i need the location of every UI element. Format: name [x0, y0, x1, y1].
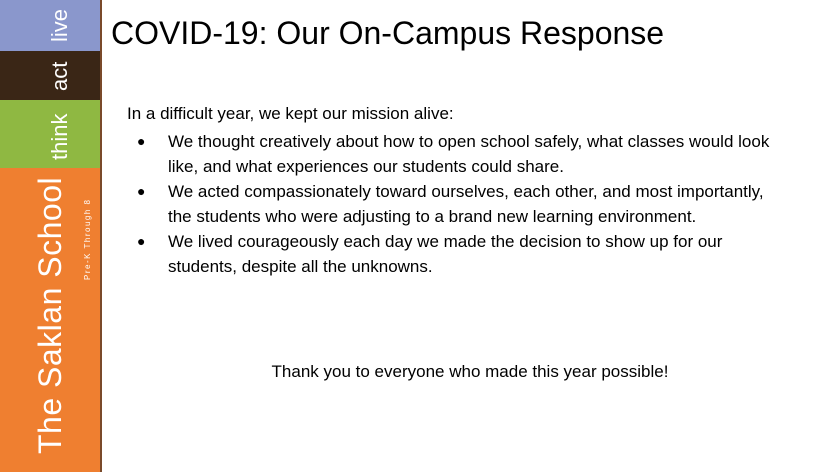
- bullet-icon: ●: [137, 183, 146, 199]
- sidebar-label-think: think: [47, 113, 72, 160]
- sidebar-band-act: [0, 51, 100, 100]
- sidebar-label-live: live: [47, 8, 72, 42]
- sidebar: [0, 0, 100, 472]
- sidebar-band-think: [0, 100, 100, 168]
- sidebar-label-act: act: [47, 61, 72, 91]
- bullet-icon: ●: [137, 233, 146, 249]
- slide-title: COVID-19: Our On-Campus Response: [111, 15, 665, 51]
- bullet-icon: ●: [137, 133, 146, 149]
- bullet-text-1: We thought creatively about how to open school safely, what classes would look like, and what experiences our students could share.: [168, 132, 770, 176]
- sidebar-band-live: [0, 0, 100, 51]
- bullet-text-3: We lived courageously each day we made the decision to show up for our students, despite all the unknowns.: [168, 232, 723, 276]
- intro-text: In a difficult year, we kept our mission alive:: [127, 104, 454, 123]
- school-name: The Saklan School: [32, 176, 68, 454]
- bullet-text-2: We acted compassionately toward ourselves, each other, and most importantly, the students who were adjusting to a brand new learning environment.: [168, 182, 764, 226]
- sidebar-band-school: [0, 168, 100, 472]
- thanks-text: Thank you to everyone who made this year possible!: [271, 362, 669, 381]
- thanks-container: [100, 0, 840, 472]
- school-subtitle: Pre-K Through 8: [83, 198, 92, 280]
